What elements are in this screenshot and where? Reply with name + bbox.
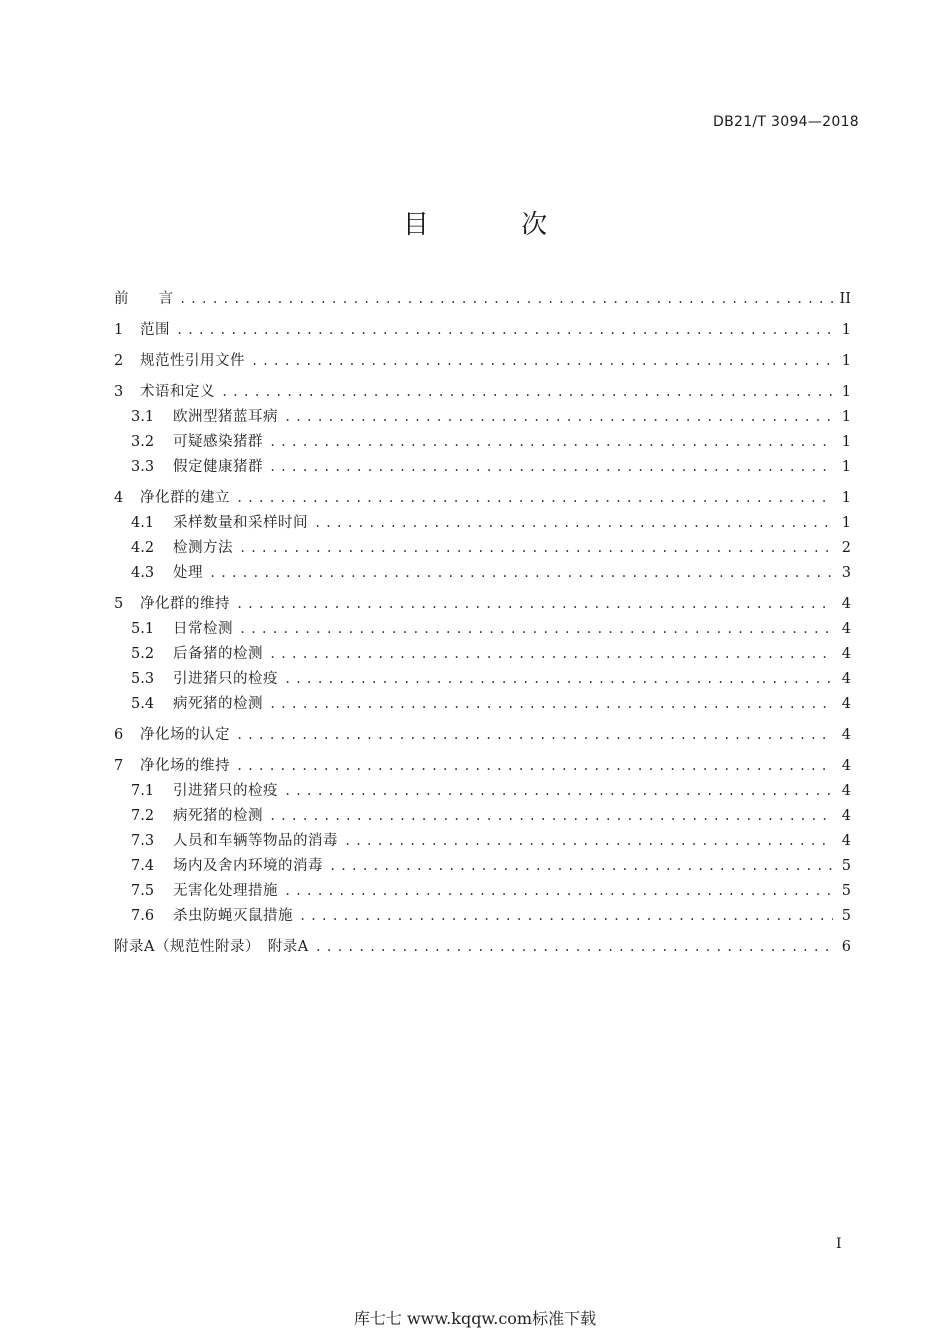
toc-entry-number: 7.2 bbox=[131, 808, 155, 824]
toc-leader-dots bbox=[236, 756, 833, 776]
toc-entry-number: 1 bbox=[114, 322, 124, 338]
toc-entry-page: 6 bbox=[841, 939, 851, 955]
toc-entry-number: 2 bbox=[114, 353, 124, 369]
toc-entry-page: 1 bbox=[841, 353, 851, 369]
toc-entry[interactable] bbox=[114, 725, 851, 750]
toc-entry-number: 4.3 bbox=[131, 565, 155, 581]
toc-entry-page: 5 bbox=[841, 858, 851, 874]
toc-entry[interactable] bbox=[114, 563, 851, 588]
toc-entry-page: II bbox=[839, 291, 851, 307]
toc-leader-dots bbox=[221, 382, 833, 402]
toc-entry-page: 4 bbox=[841, 808, 851, 824]
toc-entry-label: 术语和定义 bbox=[140, 384, 215, 400]
toc-entry-page: 1 bbox=[841, 322, 851, 338]
toc-leader-dots bbox=[284, 781, 833, 801]
toc-entry[interactable] bbox=[114, 669, 851, 694]
toc-entry[interactable] bbox=[114, 756, 851, 781]
toc-entry-label: 前 言 bbox=[114, 291, 173, 307]
toc-leader-dots bbox=[344, 831, 833, 851]
toc-entry-label: 采样数量和采样时间 bbox=[173, 515, 308, 531]
toc-entry-label: 范围 bbox=[140, 322, 170, 338]
toc-entry[interactable] bbox=[114, 619, 851, 644]
toc-leader-dots bbox=[236, 488, 833, 508]
toc-entry-number: 4.1 bbox=[131, 515, 155, 531]
toc-entry[interactable] bbox=[114, 457, 851, 482]
toc-entry-number: 4 bbox=[114, 490, 124, 506]
toc-entry-label: 检测方法 bbox=[173, 540, 233, 556]
toc-entry-preface[interactable] bbox=[114, 289, 851, 314]
toc-leader-dots bbox=[284, 881, 833, 901]
toc-leader-dots bbox=[269, 806, 833, 826]
toc-entry-number: 7.5 bbox=[131, 883, 155, 899]
toc-leader-dots bbox=[236, 594, 833, 614]
toc-entry-page: 1 bbox=[841, 490, 851, 506]
toc-entry-page: 4 bbox=[841, 833, 851, 849]
toc-entry[interactable] bbox=[114, 594, 851, 619]
toc-leader-dots bbox=[284, 407, 833, 427]
toc-entry-label: 人员和车辆等物品的消毒 bbox=[173, 833, 338, 849]
toc-entry-page: 1 bbox=[841, 459, 851, 475]
toc-leader-dots bbox=[251, 351, 833, 371]
toc-entry-page: 2 bbox=[841, 540, 851, 556]
toc-leader-dots bbox=[315, 937, 833, 957]
toc-entry-label: 病死猪的检测 bbox=[173, 808, 263, 824]
toc-entry-page: 4 bbox=[841, 646, 851, 662]
toc-entry-label: 后备猪的检测 bbox=[173, 646, 263, 662]
toc-leader-dots bbox=[329, 856, 833, 876]
toc-entry-number: 5.1 bbox=[131, 621, 155, 637]
toc-entry-label: 日常检测 bbox=[173, 621, 233, 637]
toc-entry-page: 1 bbox=[841, 434, 851, 450]
standard-code: DB21/T 3094—2018 bbox=[713, 114, 859, 130]
page-title: 目 次 bbox=[402, 210, 590, 240]
toc-entry-page: 4 bbox=[841, 671, 851, 687]
toc-entry-page: 1 bbox=[841, 409, 851, 425]
toc-entry-page: 5 bbox=[841, 883, 851, 899]
toc-entry-label: 无害化处理措施 bbox=[173, 883, 278, 899]
toc-entry-page: 4 bbox=[841, 696, 851, 712]
toc-entry-label: 附录A（规范性附录） 附录A bbox=[114, 939, 309, 955]
toc-entry-appendix[interactable] bbox=[114, 937, 851, 962]
toc-entry-page: 4 bbox=[841, 758, 851, 774]
toc-entry[interactable] bbox=[114, 781, 851, 806]
toc-entry-label: 净化场的维持 bbox=[140, 758, 230, 774]
toc-entry-number: 3.2 bbox=[131, 434, 155, 450]
toc-entry-number: 3.1 bbox=[131, 409, 155, 425]
toc-entry-label: 净化群的建立 bbox=[140, 490, 230, 506]
toc-entry[interactable] bbox=[114, 806, 851, 831]
page-number: I bbox=[836, 1236, 842, 1252]
toc-leader-dots bbox=[314, 513, 833, 533]
toc-entry-number: 3 bbox=[114, 384, 124, 400]
toc-entry-number: 4.2 bbox=[131, 540, 155, 556]
table-of-contents bbox=[114, 289, 851, 962]
toc-leader-dots bbox=[269, 644, 833, 664]
toc-entry[interactable] bbox=[114, 694, 851, 719]
toc-entry-label: 净化群的维持 bbox=[140, 596, 230, 612]
toc-entry-label: 引进猪只的检疫 bbox=[173, 783, 278, 799]
toc-entry-number: 7.4 bbox=[131, 858, 155, 874]
toc-entry-label: 规范性引用文件 bbox=[140, 353, 245, 369]
toc-entry-number: 5.4 bbox=[131, 696, 155, 712]
toc-leader-dots bbox=[179, 289, 833, 309]
toc-leader-dots bbox=[299, 906, 833, 926]
toc-leader-dots bbox=[269, 432, 833, 452]
toc-entry-label: 杀虫防蝇灭鼠措施 bbox=[173, 908, 293, 924]
toc-entry[interactable] bbox=[114, 432, 851, 457]
toc-entry-page: 1 bbox=[841, 515, 851, 531]
toc-entry-page: 4 bbox=[841, 727, 851, 743]
toc-entry-label: 处理 bbox=[173, 565, 203, 581]
toc-entry-number: 5.3 bbox=[131, 671, 155, 687]
toc-entry[interactable] bbox=[114, 906, 851, 931]
toc-entry-label: 场内及舍内环境的消毒 bbox=[173, 858, 323, 874]
toc-entry[interactable] bbox=[114, 856, 851, 881]
toc-entry-number: 5.2 bbox=[131, 646, 155, 662]
toc-leader-dots bbox=[209, 563, 833, 583]
toc-entry-page: 4 bbox=[841, 596, 851, 612]
toc-entry[interactable] bbox=[114, 407, 851, 432]
toc-entry[interactable] bbox=[114, 538, 851, 563]
toc-leader-dots bbox=[269, 457, 833, 477]
toc-entry-label: 净化场的认定 bbox=[140, 727, 230, 743]
toc-leader-dots bbox=[284, 669, 833, 689]
toc-entry-label: 病死猪的检测 bbox=[173, 696, 263, 712]
toc-entry-page: 4 bbox=[841, 783, 851, 799]
toc-entry[interactable] bbox=[114, 382, 851, 407]
toc-entry[interactable] bbox=[114, 351, 851, 376]
toc-entry-label: 可疑感染猪群 bbox=[173, 434, 263, 450]
toc-entry-number: 7.6 bbox=[131, 908, 155, 924]
toc-entry[interactable] bbox=[114, 513, 851, 538]
toc-entry-number: 5 bbox=[114, 596, 124, 612]
toc-entry-label: 引进猪只的检疫 bbox=[173, 671, 278, 687]
toc-entry-number: 7.3 bbox=[131, 833, 155, 849]
watermark-text: 库七七 www.kqqw.com标准下载 bbox=[353, 1309, 597, 1328]
toc-entry[interactable] bbox=[114, 881, 851, 906]
toc-entry-number: 6 bbox=[114, 727, 124, 743]
toc-entry-number: 3.3 bbox=[131, 459, 155, 475]
toc-entry-page: 3 bbox=[841, 565, 851, 581]
toc-entry-page: 5 bbox=[841, 908, 851, 924]
toc-entry-page: 4 bbox=[841, 621, 851, 637]
toc-leader-dots bbox=[236, 725, 833, 745]
toc-entry-number: 7.1 bbox=[131, 783, 155, 799]
toc-leader-dots bbox=[269, 694, 833, 714]
toc-leader-dots bbox=[176, 320, 833, 340]
toc-entry-number: 7 bbox=[114, 758, 124, 774]
toc-entry-page: 1 bbox=[841, 384, 851, 400]
toc-leader-dots bbox=[239, 538, 833, 558]
toc-entry-label: 假定健康猪群 bbox=[173, 459, 263, 475]
toc-leader-dots bbox=[239, 619, 833, 639]
toc-entry[interactable] bbox=[114, 488, 851, 513]
toc-entry[interactable] bbox=[114, 320, 851, 345]
toc-entry[interactable] bbox=[114, 644, 851, 669]
toc-entry-label: 欧洲型猪蓝耳病 bbox=[173, 409, 278, 425]
toc-entry[interactable] bbox=[114, 831, 851, 856]
